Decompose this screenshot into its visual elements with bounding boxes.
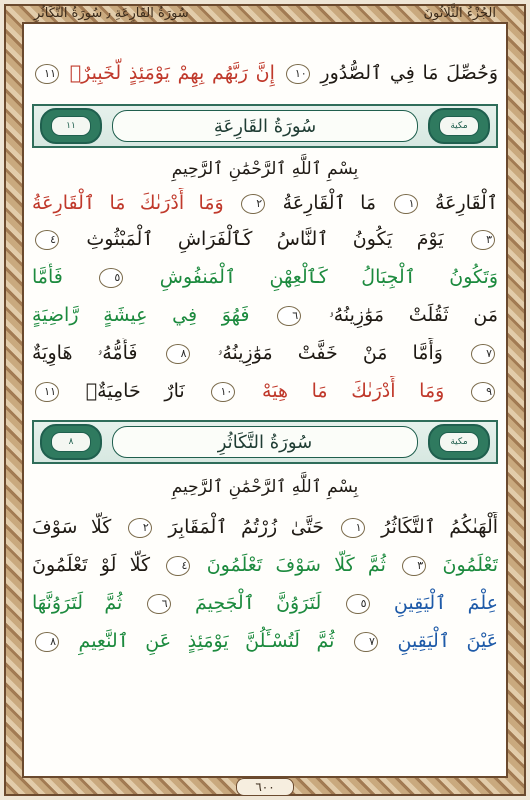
- verse-line: [32, 376, 498, 406]
- basmala: بِسْمِ ٱللَّهِ ٱلرَّحْمَٰنِ ٱلرَّحِيمِ: [171, 477, 359, 497]
- ayah-number: ٧: [354, 632, 378, 652]
- verse-text: وَمَا أَدْرَىٰكَ مَا ٱلْقَارِعَةُ: [32, 192, 224, 214]
- surah-title: سُورَةُ القَارِعَةِ: [112, 110, 418, 142]
- verse-line: [32, 512, 498, 542]
- ayah-number: ١٠: [211, 382, 235, 402]
- verse-text: كَلَّا لَوْ تَعْلَمُونَ: [32, 554, 151, 576]
- verse-line: [32, 262, 498, 292]
- verse-line: [32, 58, 498, 88]
- ayah-number: ٤: [35, 230, 59, 250]
- verse-line: [32, 338, 498, 368]
- verse-text: نَارٌ حَامِيَةٌۢ: [85, 380, 185, 402]
- verse-text: وَأَمَّا مَنْ خَفَّتْ مَوَٰزِينُهُۥ: [217, 342, 443, 364]
- ayah-number: ٩: [471, 382, 495, 402]
- verse-text: فَأُمُّهُۥ هَاوِيَةٌ: [32, 342, 138, 364]
- ayah-number: ٧: [471, 344, 495, 364]
- verse-text: كَلَّا سَوْفَ: [32, 516, 112, 538]
- ayah-number: ١: [341, 518, 365, 538]
- ayah-number: ١١: [35, 64, 59, 84]
- verse-line: [32, 588, 498, 618]
- ayah-number: ١: [394, 194, 418, 214]
- verse-text: مَا ٱلْقَارِعَةُ: [282, 192, 377, 214]
- ayah-number: ٣: [471, 230, 495, 250]
- verse-line: [32, 188, 498, 218]
- ayah-number: ١٠: [286, 64, 310, 84]
- verse-text: فَهُوَ فِي عِيشَةٍ رَّاضِيَةٍ: [32, 304, 250, 326]
- ayah-number: ٥: [346, 594, 370, 614]
- header-surah-names: سُورَةُ القَارِعَةِ ٫ سُورَةُ التَّكَاثُرِ: [34, 5, 189, 21]
- revelation-place: مكية: [439, 116, 479, 136]
- revelation-place: مكية: [439, 432, 479, 452]
- verse-text: عَيْنَ ٱلْيَقِينِ: [397, 630, 498, 652]
- header-juz: الجُزْءُ الثَّلَاثُونَ: [423, 5, 496, 21]
- page-number: ٦٠٠: [236, 778, 294, 796]
- basmala: بِسْمِ ٱللَّهِ ٱلرَّحْمَٰنِ ٱلرَّحِيمِ: [171, 159, 359, 179]
- verse-text: وَتَكُونُ ٱلْجِبَالُ كَٱلْعِهْنِ ٱلْمَنفُوشِ: [159, 266, 498, 288]
- verse-line: [32, 626, 498, 656]
- banner-ornament-left: [40, 424, 102, 460]
- verse-text: ثُمَّ كَلَّا سَوْفَ تَعْلَمُونَ: [206, 554, 386, 576]
- surah-banner-qariah: [32, 104, 498, 148]
- text-area: [22, 5, 508, 794]
- ayah-count: ١١: [51, 116, 91, 136]
- verse-text: ثُمَّ لَتُسْـَٔلُنَّ يَوْمَئِذٍ عَنِ ٱلنَّعِيمِ: [78, 630, 335, 652]
- verse-text: أَلْهَىٰكُمُ ٱلتَّكَاثُرُ: [381, 516, 498, 538]
- page-header: [24, 4, 506, 22]
- verse-text: حَتَّىٰ زُرْتُمُ ٱلْمَقَابِرَ: [168, 516, 325, 538]
- banner-ornament-right: [428, 108, 490, 144]
- ayah-number: ٦: [147, 594, 171, 614]
- surah-banner-takathur: [32, 420, 498, 464]
- verse-text: فَأَمَّا: [32, 266, 63, 288]
- verse-text: ٱلْقَارِعَةُ: [434, 192, 498, 214]
- ayah-number: ٥: [99, 268, 123, 288]
- ayah-number: ٨: [35, 632, 59, 652]
- ayah-number: ٣: [402, 556, 426, 576]
- verse-line: [32, 224, 498, 254]
- ayah-number: ٢: [128, 518, 152, 538]
- ayah-number: ٢: [241, 194, 265, 214]
- verse-text: مَن ثَقُلَتْ مَوَٰزِينُهُۥ: [328, 304, 498, 326]
- verse-text: وَمَا أَدْرَىٰكَ مَا هِيَهْ: [262, 380, 445, 402]
- banner-ornament-left: [40, 108, 102, 144]
- ayah-number: ٤: [166, 556, 190, 576]
- verse-text: وَحُصِّلَ مَا فِي ٱلصُّدُورِ: [320, 62, 498, 84]
- verse-line: [32, 300, 498, 330]
- verse-text: إِنَّ رَبَّهُم بِهِمْ يَوْمَئِذٍ لَّخَبِيرٌۢ: [69, 62, 275, 84]
- verse-text: تَعْلَمُونَ: [442, 554, 498, 576]
- ayah-number: ٨: [166, 344, 190, 364]
- ayah-number: ٦: [277, 306, 301, 326]
- ayah-count: ٨: [51, 432, 91, 452]
- verse-line: [32, 550, 498, 580]
- banner-ornament-right: [428, 424, 490, 460]
- surah-title: سُورَةُ التَّكَاثُرِ: [112, 426, 418, 458]
- verse-text: ثُمَّ لَتَرَوُنَّهَا: [32, 592, 123, 614]
- verse-text: عِلْمَ ٱلْيَقِينِ: [393, 592, 498, 614]
- ayah-number: ١١: [35, 382, 59, 402]
- verse-text: لَتَرَوُنَّ ٱلْجَحِيمَ: [194, 592, 322, 614]
- verse-text: يَوْمَ يَكُونُ ٱلنَّاسُ كَٱلْفَرَاشِ ٱلْمَبْثُوثِ: [86, 228, 444, 250]
